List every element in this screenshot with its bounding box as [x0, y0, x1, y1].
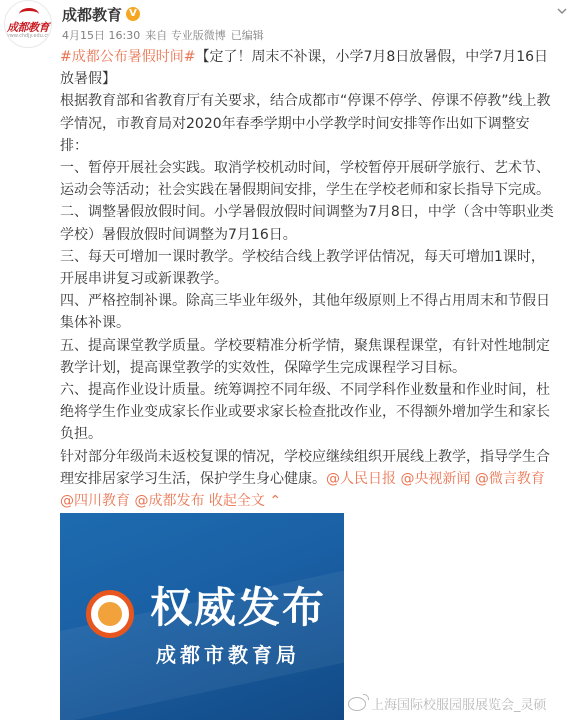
post-item-1: 一、暂停开展社会实践。取消学校机动时间，学校暂停开展研学旅行、艺术节、运动会等活动；社会实践在暑假期间安排，学生在学校老师和家长指导下完成。	[60, 160, 550, 199]
bureau-emblem-icon	[86, 590, 134, 638]
post-headline: 【定了！周末不补课，小学7月8日放暑假，中学7月16日放暑假】	[60, 49, 549, 88]
mention-renmin[interactable]: @人民日报	[326, 470, 396, 487]
chevron-down-icon[interactable]	[557, 6, 567, 16]
emblem-inner	[98, 602, 122, 626]
post-item-6: 六、提高作业设计质量。统筹调控不同年级、不同学科作业数量和作业时间，杜绝将学生作业变成家长作业或要求家长检查批改作业，不得额外增加学生和家长负担。	[60, 382, 550, 443]
watermark	[348, 694, 547, 713]
collapse-link[interactable]: 收起全文	[208, 493, 265, 510]
post-body	[60, 46, 557, 512]
collapse-arrow-icon[interactable]: ⌃	[269, 493, 282, 510]
post-item-5: 五、提高课堂教学质量。学校要精准分析学情，聚焦课程课堂，有针对性地制定教学计划，提高课堂教学的实效性，保障学生完成课程学习目标。	[60, 337, 550, 376]
mention-sichuan[interactable]: @四川教育	[60, 493, 130, 510]
post-intro: 根据教育部和省教育厅有关要求，结合成都市“停课不停学、停课不停教”线上教学情况，市教育局对2020年春季学期中小学教学时间安排等作出如下调整安排：	[60, 93, 551, 154]
mention-chengdu[interactable]: @成都发布	[134, 493, 205, 510]
mention-weiyan[interactable]: @微言教育	[474, 470, 545, 487]
verified-badge-icon: V	[126, 7, 140, 21]
post-headline-paragraph	[60, 46, 557, 90]
post-item-3: 三、每天可增加一课时教学。学校结合线上教学评估情况，每天可增加1课时，开展串讲复习或新课教学。	[60, 248, 545, 288]
avatar-logo-text: 成都教育	[7, 21, 49, 34]
post-image[interactable]	[60, 513, 344, 720]
account-name[interactable]: 成都教育	[62, 5, 123, 24]
image-title: 权威发布	[150, 583, 327, 632]
post-header	[0, 0, 575, 48]
mention-cctv[interactable]: @央视新闻	[400, 470, 471, 487]
post-closing-paragraph	[60, 446, 557, 513]
avatar[interactable]	[4, 0, 52, 48]
post-time[interactable]: 4月15日 16:30	[62, 29, 141, 42]
edited-label[interactable]: 已编辑	[230, 29, 264, 42]
image-subtitle: 成都市教育局	[156, 643, 300, 667]
post-source: 来自 专业版微博	[145, 29, 226, 42]
post-item-4: 四、严格控制补课。除高三毕业年级外，其他年级原则上不得占用周末和节假日集体补课。	[60, 293, 550, 332]
name-row	[62, 4, 140, 24]
hashtag-link[interactable]: #成都公布暑假时间#	[60, 49, 196, 65]
post-meta	[62, 27, 269, 43]
post-item-2: 二、调整暑假放假时间。小学暑假放假时间调整为7月8日，中学（含中等职业类学校）暑假放假时间调整为7月16日。	[60, 204, 554, 243]
watermark-text: 上海国际校服园服展览会_灵硕	[371, 698, 547, 713]
weibo-icon	[348, 697, 366, 711]
post-closing: 针对部分年级尚未返校复课的情况，学校应继续组织开展线上教学，指导学生合理安排居家学习生活，保护学生身心健康。	[60, 448, 550, 487]
avatar-logo-sub: www.chdjy.edu.cn	[5, 33, 51, 39]
